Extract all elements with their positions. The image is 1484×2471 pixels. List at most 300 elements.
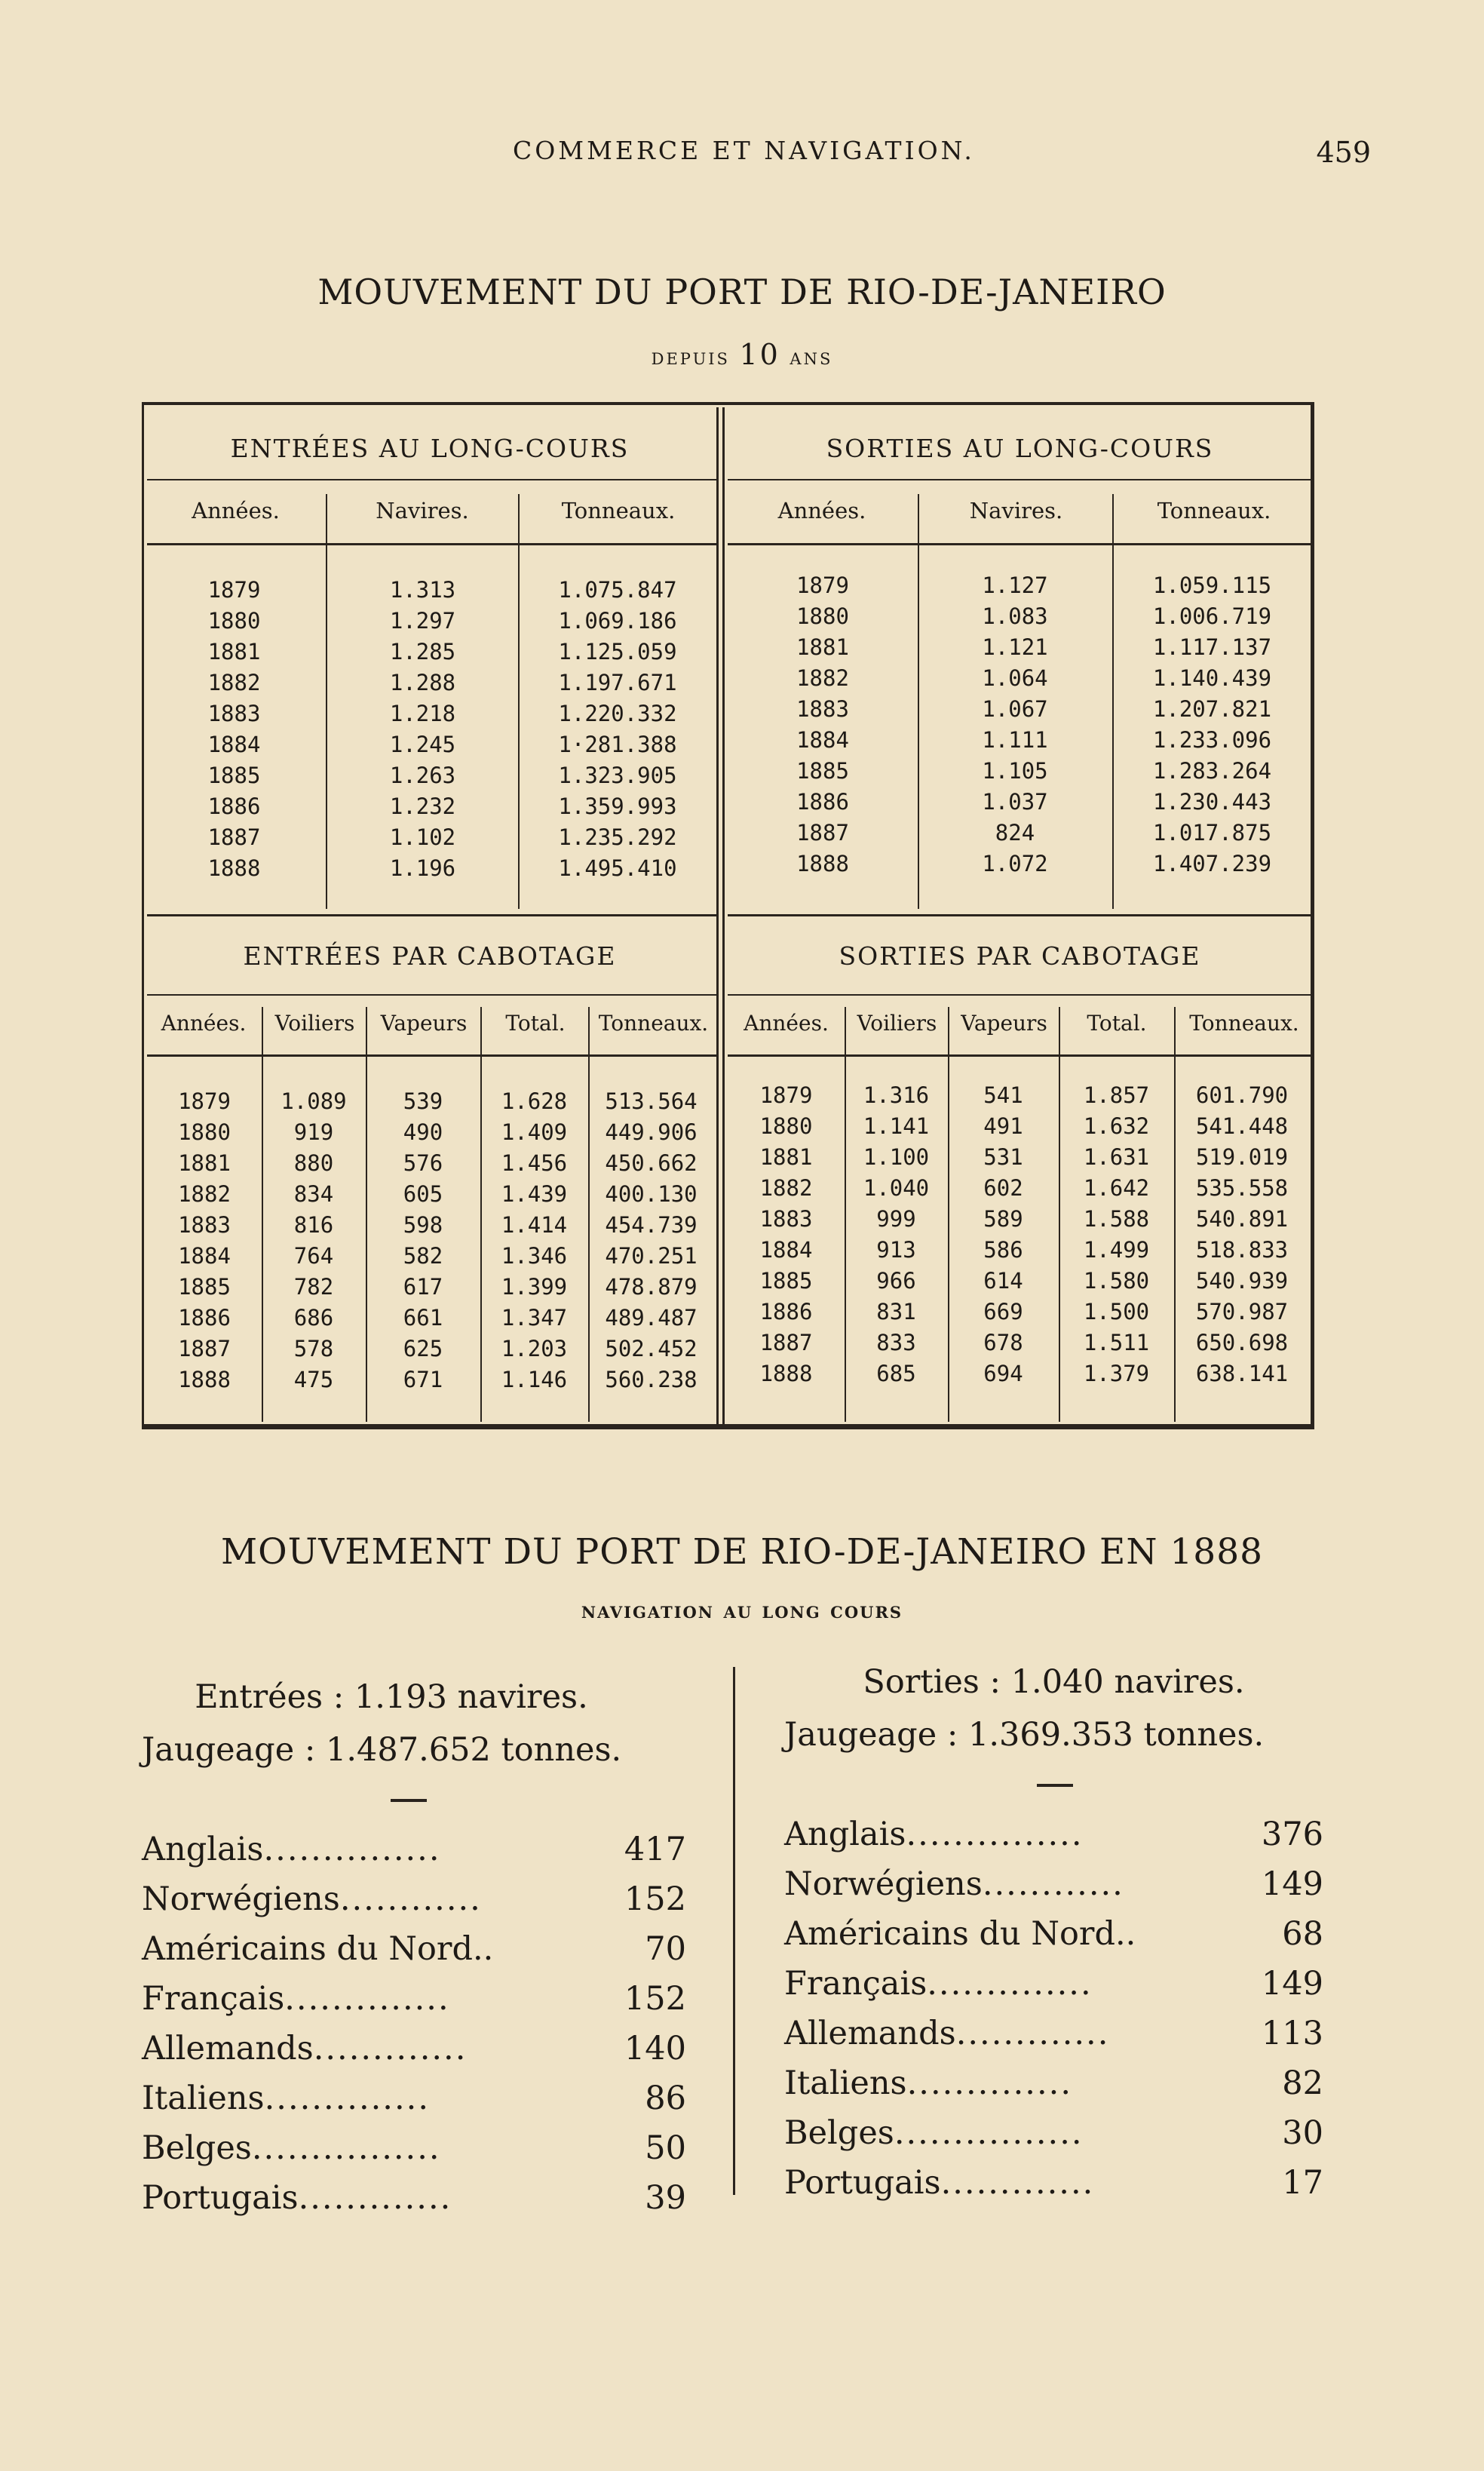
cell-annee: 1884 <box>796 727 849 753</box>
cell-annee: 1879 <box>207 577 261 603</box>
cell-vapeurs: 614 <box>983 1268 1023 1294</box>
cell-annee: 1888 <box>178 1367 231 1392</box>
table-row <box>142 606 716 637</box>
subtitle-prefix: depuis <box>651 344 730 370</box>
separator-dash <box>391 1799 427 1802</box>
cell-tonneaux: 1.017.875 <box>1152 820 1272 846</box>
nationality-name: Allemands <box>142 2030 314 2067</box>
cell-navires: 1.102 <box>389 824 456 850</box>
header-tonneaux: Tonneaux. <box>1157 498 1271 523</box>
table-row <box>147 1179 714 1210</box>
cell-tonneaux: 1.075.847 <box>558 577 677 603</box>
sorties-jaugeage: Jaugeage : 1.369.353 tonnes. <box>784 1716 1265 1754</box>
nationality-name: Portugais <box>142 2179 299 2217</box>
header-annees: Années. <box>161 1011 247 1036</box>
rule <box>147 914 716 916</box>
nationality-name: Allemands <box>784 2015 956 2052</box>
table-row <box>142 729 716 760</box>
cell-annee: 1884 <box>759 1237 813 1263</box>
header-vapeurs: Vapeurs <box>961 1011 1047 1036</box>
rule <box>728 479 1312 480</box>
dot-leader: ............. <box>940 2164 1095 2202</box>
nationality-count: 30 <box>1282 2114 1323 2152</box>
cell-voiliers: 1.100 <box>863 1144 930 1170</box>
header-total: Total. <box>505 1011 566 1036</box>
separator-dash <box>1037 1784 1073 1787</box>
table-row <box>147 1272 714 1303</box>
cell-navires: 1.083 <box>982 603 1048 629</box>
cell-tonneaux: 1.283.264 <box>1152 758 1272 784</box>
nationality-name: Anglais <box>784 1816 906 1853</box>
cell-tonneaux: 1.117.137 <box>1152 634 1272 660</box>
cell-vapeurs: 605 <box>403 1181 443 1207</box>
cell-navires: 1.245 <box>389 732 456 757</box>
table-row <box>728 1266 1310 1297</box>
table-row <box>728 1297 1310 1328</box>
cell-annee: 1881 <box>207 639 261 665</box>
nationality-label <box>784 2058 1072 2108</box>
dot-leader: .............. <box>264 2080 430 2117</box>
table-row <box>728 725 1312 756</box>
entrees-count: Entrées : 1.193 navires. <box>195 1678 588 1716</box>
cell-tonneaux: 1.220.332 <box>558 701 677 726</box>
dot-leader: .............. <box>927 1965 1093 2003</box>
cell-tonneaux: 1.140.439 <box>1152 665 1272 691</box>
cell-tonneaux: 570.987 <box>1195 1299 1289 1325</box>
dot-leader: .............. <box>284 1980 450 2018</box>
cell-navires: 1.285 <box>389 639 456 665</box>
cell-total: 1.857 <box>1083 1082 1150 1108</box>
rule <box>728 1054 1312 1057</box>
cell-voiliers: 1.089 <box>281 1088 347 1114</box>
nationality-label <box>142 1874 482 1924</box>
page-number: 459 <box>1316 136 1371 169</box>
cell-annee: 1882 <box>178 1181 231 1207</box>
nationality-label <box>142 2073 430 2123</box>
table-row <box>728 1204 1310 1235</box>
cell-total: 1.580 <box>1083 1268 1150 1294</box>
cell-tonneaux: 1.495.410 <box>558 855 677 881</box>
entrees-long-cours-title: ENTRÉES AU LONG-COURS <box>230 434 630 463</box>
list-item <box>784 1859 1323 1909</box>
cell-total: 1.439 <box>501 1181 568 1207</box>
cell-annee: 1888 <box>207 855 261 881</box>
table-row <box>147 1086 714 1117</box>
cell-annee: 1880 <box>178 1119 231 1145</box>
header-voiliers: Voiliers <box>857 1011 937 1036</box>
cell-total: 1.456 <box>501 1150 568 1176</box>
cell-annee: 1883 <box>207 701 261 726</box>
cell-navires: 1.196 <box>389 855 456 881</box>
cell-annee: 1885 <box>178 1274 231 1300</box>
cell-total: 1.346 <box>501 1243 568 1269</box>
cell-annee: 1885 <box>759 1268 813 1294</box>
list-item <box>784 1810 1323 1859</box>
dot-leader: ............. <box>313 2030 468 2067</box>
cell-tonneaux: 1.069.186 <box>558 608 677 634</box>
nationality-label <box>142 2123 441 2173</box>
cell-tonneaux: 518.833 <box>1195 1237 1289 1263</box>
table-row <box>142 760 716 791</box>
nationality-label <box>784 2009 1109 2058</box>
entrees-jaugeage: Jaugeage : 1.487.652 tonnes. <box>142 1731 622 1769</box>
cell-navires: 1.121 <box>982 634 1048 660</box>
table-row <box>728 570 1312 601</box>
cell-annee: 1882 <box>207 670 261 695</box>
list-item <box>142 1924 686 1974</box>
cell-tonneaux: 1.230.443 <box>1152 789 1272 815</box>
cell-voiliers: 782 <box>293 1274 334 1300</box>
cell-vapeurs: 678 <box>983 1330 1023 1355</box>
sorties-nationality-list <box>784 1810 1323 2208</box>
rule <box>147 543 716 545</box>
nationality-count: 86 <box>645 2080 686 2117</box>
table-row <box>728 849 1312 879</box>
subtitle-number: 10 <box>739 338 780 371</box>
cell-tonneaux: 638.141 <box>1195 1361 1289 1386</box>
table-row <box>147 1364 714 1395</box>
cell-annee: 1883 <box>178 1212 231 1238</box>
cell-annee: 1882 <box>796 665 849 691</box>
cell-voiliers: 833 <box>876 1330 916 1355</box>
nationality-count: 17 <box>1282 2164 1323 2202</box>
nationality-count: 140 <box>624 2030 686 2067</box>
table-row <box>728 818 1312 849</box>
subtitle-suffix: ans <box>790 344 833 370</box>
cell-vapeurs: 589 <box>983 1206 1023 1232</box>
list-item <box>784 2158 1323 2208</box>
cell-tonneaux: 1.323.905 <box>558 763 677 788</box>
cell-tonneaux: 1.233.096 <box>1152 727 1272 753</box>
table-row <box>147 1334 714 1364</box>
cell-tonneaux: 513.564 <box>605 1088 698 1114</box>
cell-tonneaux: 560.238 <box>605 1367 698 1392</box>
cell-annee: 1885 <box>796 758 849 784</box>
nationality-count: 152 <box>624 1980 686 2018</box>
entrees-nationality-list <box>142 1825 686 2223</box>
header-annees: Années. <box>777 498 866 523</box>
table-subtitle <box>0 338 1484 371</box>
cell-annee: 1886 <box>796 789 849 815</box>
cell-tonneaux: 1.359.993 <box>558 793 677 819</box>
cell-tonneaux: 1.235.292 <box>558 824 677 850</box>
rule <box>728 914 1312 916</box>
table-row <box>142 668 716 698</box>
cell-annee: 1881 <box>796 634 849 660</box>
rule <box>147 1054 716 1057</box>
cell-navires: 1.111 <box>982 727 1048 753</box>
nationality-count: 149 <box>1261 1865 1323 1903</box>
cell-voiliers: 475 <box>293 1367 334 1392</box>
cell-total: 1.628 <box>501 1088 568 1114</box>
list-item <box>142 2173 686 2223</box>
cell-annee: 1883 <box>759 1206 813 1232</box>
nationality-count: 152 <box>624 1880 686 1918</box>
table-row <box>728 694 1312 725</box>
header-total: Total. <box>1087 1011 1147 1036</box>
nationality-count: 39 <box>645 2179 686 2217</box>
dot-leader: .............. <box>906 2064 1072 2102</box>
nationality-label <box>784 1959 1093 2009</box>
cell-annee: 1888 <box>759 1361 813 1386</box>
rule <box>728 543 1312 545</box>
cell-voiliers: 685 <box>876 1361 916 1386</box>
cell-voiliers: 831 <box>876 1299 916 1325</box>
cell-vapeurs: 491 <box>983 1113 1023 1139</box>
sorties-long-cours-table <box>728 570 1312 879</box>
cell-navires: 1.072 <box>982 851 1048 876</box>
cell-navires: 1.263 <box>389 763 456 788</box>
cell-tonneaux: 470.251 <box>605 1243 698 1269</box>
nationality-name: Français <box>142 1980 285 2018</box>
nationality-name: Norwégiens <box>142 1880 340 1918</box>
nationality-name: Belges <box>784 2114 894 2152</box>
nationality-name: Français <box>784 1965 928 2003</box>
nationality-count: 149 <box>1261 1965 1323 2003</box>
cell-tonneaux: 502.452 <box>605 1336 698 1361</box>
cell-total: 1.347 <box>501 1305 568 1331</box>
cell-annee: 1887 <box>178 1336 231 1361</box>
cell-annee: 1887 <box>207 824 261 850</box>
cell-annee: 1887 <box>759 1330 813 1355</box>
running-head-title: COMMERCE ET NAVIGATION. <box>513 136 975 165</box>
table-row <box>728 1111 1310 1142</box>
list-item <box>784 1959 1323 2009</box>
list-item <box>142 1874 686 1924</box>
cell-voiliers: 834 <box>293 1181 334 1207</box>
table-row <box>728 1235 1310 1266</box>
cell-vapeurs: 576 <box>403 1150 443 1176</box>
nationality-name: Anglais <box>142 1831 264 1868</box>
cell-total: 1.511 <box>1083 1330 1150 1355</box>
cell-annee: 1884 <box>207 732 261 757</box>
dot-leader: ................ <box>894 2114 1084 2152</box>
table-row <box>142 853 716 884</box>
cell-annee: 1879 <box>796 572 849 598</box>
cell-tonneaux: 489.487 <box>605 1305 698 1331</box>
cell-total: 1.399 <box>501 1274 568 1300</box>
cell-navires: 1.064 <box>982 665 1048 691</box>
table-row <box>147 1210 714 1241</box>
cell-navires: 1.288 <box>389 670 456 695</box>
table-row <box>147 1303 714 1334</box>
center-divider-2 <box>722 407 725 1426</box>
section-title-1888: MOUVEMENT DU PORT DE RIO-DE-JANEIRO EN 1888 <box>221 1531 1263 1573</box>
cell-annee: 1886 <box>207 793 261 819</box>
cell-total: 1.203 <box>501 1336 568 1361</box>
cell-vapeurs: 598 <box>403 1212 443 1238</box>
center-divider <box>716 407 719 1426</box>
rule <box>147 479 716 480</box>
dot-leader: ................ <box>251 2129 441 2167</box>
cell-vapeurs: 671 <box>403 1367 443 1392</box>
nationality-name: Italiens <box>784 2064 907 2102</box>
cell-voiliers: 578 <box>293 1336 334 1361</box>
table-row <box>142 575 716 606</box>
table-row <box>728 756 1312 787</box>
cell-vapeurs: 617 <box>403 1274 443 1300</box>
list-item <box>142 2024 686 2073</box>
cell-voiliers: 999 <box>876 1206 916 1232</box>
table-row <box>142 637 716 668</box>
cell-tonneaux: 601.790 <box>1195 1082 1289 1108</box>
list-item <box>784 2108 1323 2158</box>
table-title: MOUVEMENT DU PORT DE RIO-DE-JANEIRO <box>317 272 1167 312</box>
table-row <box>728 601 1312 632</box>
sorties-cabotage-table <box>728 1080 1310 1389</box>
dot-leader: ............ <box>982 1865 1124 1903</box>
cell-vapeurs: 694 <box>983 1361 1023 1386</box>
list-item <box>784 2058 1323 2108</box>
cell-tonneaux: 1.125.059 <box>558 639 677 665</box>
dot-leader: ............ <box>339 1880 482 1918</box>
sorties-count: Sorties : 1.040 navires. <box>863 1663 1245 1701</box>
list-item <box>142 2073 686 2123</box>
cell-total: 1.146 <box>501 1367 568 1392</box>
sorties-1888-column <box>784 1656 1323 2208</box>
cell-total: 1.642 <box>1083 1175 1150 1201</box>
cell-total: 1.499 <box>1083 1237 1150 1263</box>
cell-vapeurs: 541 <box>983 1082 1023 1108</box>
cell-voiliers: 966 <box>876 1268 916 1294</box>
cell-voiliers: 1.316 <box>863 1082 930 1108</box>
cell-tonneaux: 450.662 <box>605 1150 698 1176</box>
entrees-long-cours-table <box>142 575 716 884</box>
nationality-name: Américains du Nord.. <box>142 1930 494 1968</box>
cell-annee: 1879 <box>759 1082 813 1108</box>
cell-tonneaux: 1.059.115 <box>1152 572 1272 598</box>
cell-total: 1.409 <box>501 1119 568 1145</box>
cell-voiliers: 686 <box>293 1305 334 1331</box>
cell-vapeurs: 586 <box>983 1237 1023 1263</box>
cell-annee: 1883 <box>796 696 849 722</box>
cell-vapeurs: 661 <box>403 1305 443 1331</box>
header-tonneaux: Tonneaux. <box>598 1011 709 1036</box>
cell-tonneaux: 449.906 <box>605 1119 698 1145</box>
nationality-label <box>784 1810 1084 1859</box>
cell-tonneaux: 1.207.821 <box>1152 696 1272 722</box>
cell-vapeurs: 490 <box>403 1119 443 1145</box>
nationality-label <box>142 1974 450 2024</box>
cell-tonneaux: 1.197.671 <box>558 670 677 695</box>
cell-annee: 1885 <box>207 763 261 788</box>
nationality-label <box>142 2024 467 2073</box>
rule <box>147 994 716 996</box>
cell-tonneaux: 1.407.239 <box>1152 851 1272 876</box>
nationality-count: 376 <box>1261 1816 1323 1853</box>
table-row <box>728 1080 1310 1111</box>
nationality-name: Norwégiens <box>784 1865 983 1903</box>
list-item <box>784 2009 1323 2058</box>
nationality-name: Italiens <box>142 2080 265 2117</box>
table-row <box>728 632 1312 663</box>
cell-tonneaux: 540.939 <box>1195 1268 1289 1294</box>
nationality-label <box>784 2108 1084 2158</box>
cell-tonneaux: 541.448 <box>1195 1113 1289 1139</box>
cell-tonneaux: 650.698 <box>1195 1330 1289 1355</box>
nationality-count: 68 <box>1282 1915 1323 1953</box>
column-divider <box>733 1667 735 2195</box>
cell-annee: 1888 <box>796 851 849 876</box>
header-navires: Navires. <box>969 498 1063 523</box>
nationality-name: Belges <box>142 2129 252 2167</box>
cell-tonneaux: 400.130 <box>605 1181 698 1207</box>
cell-annee: 1884 <box>178 1243 231 1269</box>
sorties-long-cours-title: SORTIES AU LONG-COURS <box>826 434 1214 463</box>
header-tonneaux: Tonneaux. <box>1189 1011 1299 1036</box>
cell-vapeurs: 669 <box>983 1299 1023 1325</box>
table-row <box>728 1142 1310 1173</box>
table-row <box>147 1241 714 1272</box>
table-row <box>728 1328 1310 1358</box>
cell-navires: 1.067 <box>982 696 1048 722</box>
cell-tonneaux: 540.891 <box>1195 1206 1289 1232</box>
cell-voiliers: 816 <box>293 1212 334 1238</box>
nationality-count: 82 <box>1282 2064 1323 2102</box>
cell-voiliers: 913 <box>876 1237 916 1263</box>
entrees-cabotage-title: ENTRÉES PAR CABOTAGE <box>243 941 617 971</box>
table-row <box>728 1173 1310 1204</box>
entrees-cabotage-table <box>147 1086 714 1395</box>
header-vapeurs: Vapeurs <box>380 1011 468 1036</box>
header-voiliers: Voiliers <box>274 1011 355 1036</box>
cell-navires: 1.297 <box>389 608 456 634</box>
cell-annee: 1881 <box>759 1144 813 1170</box>
table-row <box>728 1358 1310 1389</box>
nationality-label <box>142 1924 493 1974</box>
list-item <box>142 1974 686 2024</box>
nationality-count: 50 <box>645 2129 686 2167</box>
cell-vapeurs: 531 <box>983 1144 1023 1170</box>
header-tonneaux: Tonneaux. <box>561 498 676 523</box>
cell-annee: 1879 <box>178 1088 231 1114</box>
cell-vapeurs: 625 <box>403 1336 443 1361</box>
cell-voiliers: 764 <box>293 1243 334 1269</box>
cell-vapeurs: 539 <box>403 1088 443 1114</box>
nationality-name: Américains du Nord.. <box>784 1915 1136 1953</box>
header-annees: Années. <box>744 1011 829 1036</box>
cell-annee: 1882 <box>759 1175 813 1201</box>
nationality-label <box>784 2158 1094 2208</box>
cell-voiliers: 919 <box>293 1119 334 1145</box>
nationality-label <box>784 1859 1124 1909</box>
list-item <box>784 1909 1323 1959</box>
nationality-count: 113 <box>1261 2015 1323 2052</box>
cell-navires: 824 <box>995 820 1035 846</box>
table-row <box>142 822 716 853</box>
cell-voiliers: 1.040 <box>863 1175 930 1201</box>
cell-voiliers: 880 <box>293 1150 334 1176</box>
table-row <box>147 1148 714 1179</box>
table-row <box>728 787 1312 818</box>
cell-annee: 1880 <box>759 1113 813 1139</box>
table-row <box>142 791 716 822</box>
cell-navires: 1.037 <box>982 789 1048 815</box>
cell-total: 1.379 <box>1083 1361 1150 1386</box>
list-item <box>142 1825 686 1874</box>
cell-total: 1.414 <box>501 1212 568 1238</box>
dot-leader: ............... <box>906 1816 1084 1853</box>
cell-annee: 1886 <box>759 1299 813 1325</box>
nationality-label <box>142 2173 452 2223</box>
entrees-1888-column <box>142 1671 686 2223</box>
cell-tonneaux: 1.006.719 <box>1152 603 1272 629</box>
cell-tonneaux: 1·281.388 <box>558 732 677 757</box>
cell-total: 1.632 <box>1083 1113 1150 1139</box>
nationality-label <box>142 1825 441 1874</box>
cell-navires: 1.218 <box>389 701 456 726</box>
dot-leader: ............. <box>955 2015 1110 2052</box>
